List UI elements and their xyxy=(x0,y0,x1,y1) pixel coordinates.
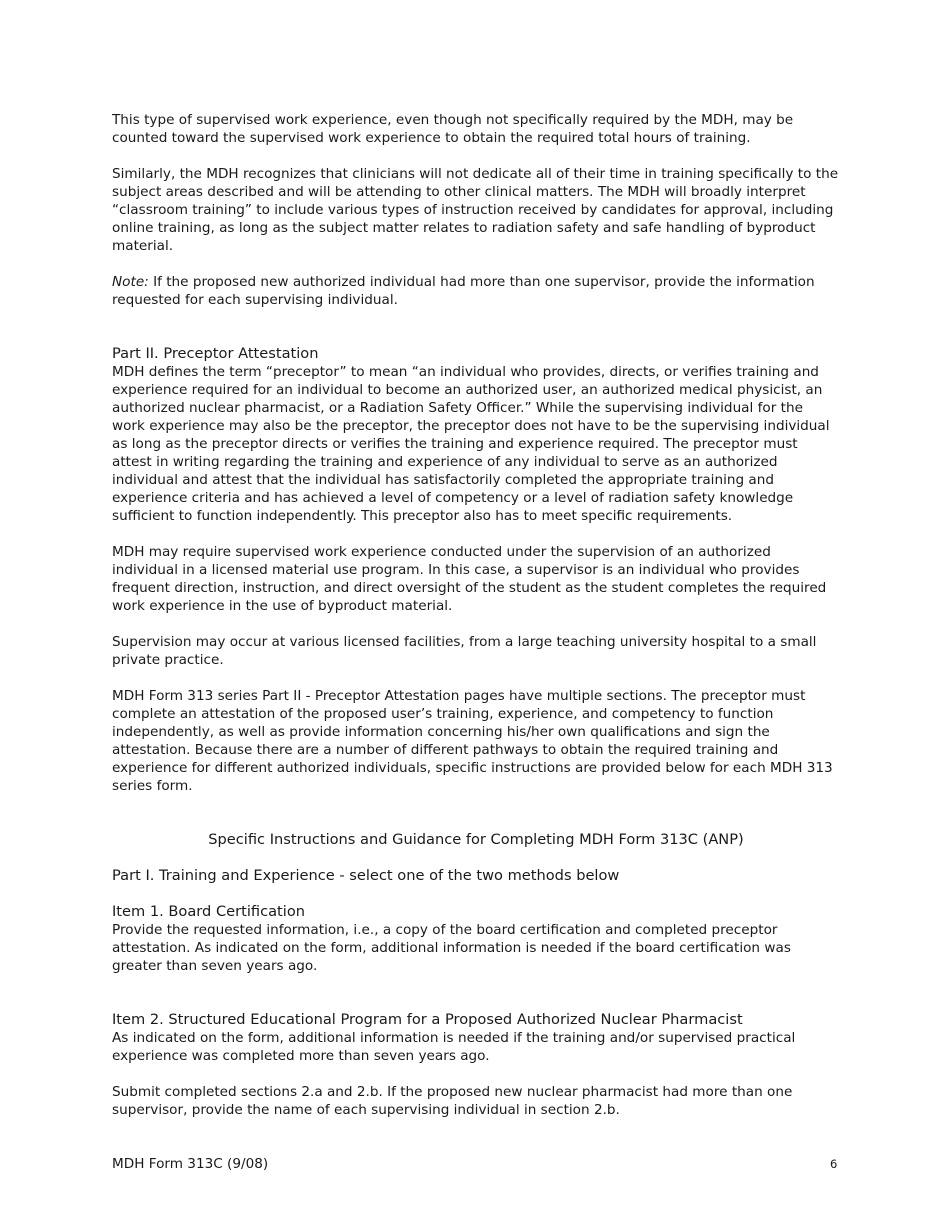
heading-structured-program: Item 2. Structured Educational Program for a Proposed Authorized Nuclear Pharmacist xyxy=(112,1011,743,1028)
paragraph-note xyxy=(112,273,840,309)
heading-specific-instructions: Specific Instructions and Guidance for Completing MDH Form 313C (ANP) xyxy=(208,831,744,848)
footer-form-id: MDH Form 313C (9/08) xyxy=(112,1156,269,1172)
page-number: 6 xyxy=(830,1157,838,1171)
paragraph-supervision-requirement: MDH may require supervised work experience conducted under the supervision of an authorized individual in a licensed material use program. In this case, a supervisor is an individual who provides frequent direction, instruction, and direct oversight of the student as the student completes the required work experience in the use of byproduct material. xyxy=(112,544,827,614)
paragraph-supervision-facilities: Supervision may occur at various licensed facilities, from a large teaching university hospital to a small private practice. xyxy=(112,634,817,668)
heading-preceptor-attestation: Part II. Preceptor Attestation xyxy=(112,345,319,362)
paragraph-attestation-pages: MDH Form 313 series Part II - Preceptor Attestation pages have multiple sections. The preceptor must complete an attestation of the proposed user’s training, experience, and competency to function independently, as well as provide information concerning his/her own qualifications and sign the attestation. Because there are a number of different pathways to obtain the required training and experience for different authorized individuals, specific instructions are provided below for each MDH 313 series form. xyxy=(112,688,833,794)
paragraph-structured-program: As indicated on the form, additional information is needed if the training and/or supervised practical experience was completed more than seven years ago. xyxy=(112,1030,796,1064)
heading-training-experience: Part I. Training and Experience - select one of the two methods below xyxy=(112,867,620,884)
paragraph-submit-sections: Submit completed sections 2.a and 2.b. If the proposed new nuclear pharmacist had more than one supervisor, provide the name of each supervising individual in section 2.b. xyxy=(112,1084,793,1118)
document-body xyxy=(112,111,840,1119)
note-label: Note: xyxy=(112,274,149,290)
heading-board-certification: Item 1. Board Certification xyxy=(112,903,306,920)
paragraph-supervised-work: This type of supervised work experience, even though not specifically required by the MDH, may be counted toward the supervised work experience to obtain the required total hours of training. xyxy=(112,112,794,146)
paragraph-preceptor-definition: MDH defines the term “preceptor” to mean “an individual who provides, directs, or verifies training and experience required for an individual to become an authorized user, an authorized medical physicist, an authorized nuclear pharmacist, or a Radiation Safety Officer.” While the supervising individual for the work experience may also be the preceptor, the preceptor does not have to be the supervising individual as long as the preceptor directs or verifies the training and experience required. The preceptor must attest in writing regarding the training and experience of any individual to serve as an authorized individual and attest that the individual has satisfactorily completed the appropriate training and experience criteria and has achieved a level of competency or a level of radiation safety knowledge sufficient to function independently. This preceptor also has to meet specific requirements. xyxy=(112,364,830,524)
paragraph-board-certification: Provide the requested information, i.e., a copy of the board certification and completed preceptor attestation. As indicated on the form, additional information is needed if the board certification was greater than seven years ago. xyxy=(112,922,791,974)
paragraph-classroom-training: Similarly, the MDH recognizes that clinicians will not dedicate all of their time in training specifically to the subject areas described and will be attending to other clinical matters. The MDH will broadly interpret “classroom training” to include various types of instruction received by candidates for approval, including online training, as long as the subject matter relates to radiation safety and safe handling of byproduct material. xyxy=(112,166,839,254)
note-text: If the proposed new authorized individual had more than one supervisor, provide the information requested for each supervising individual. xyxy=(112,274,815,308)
